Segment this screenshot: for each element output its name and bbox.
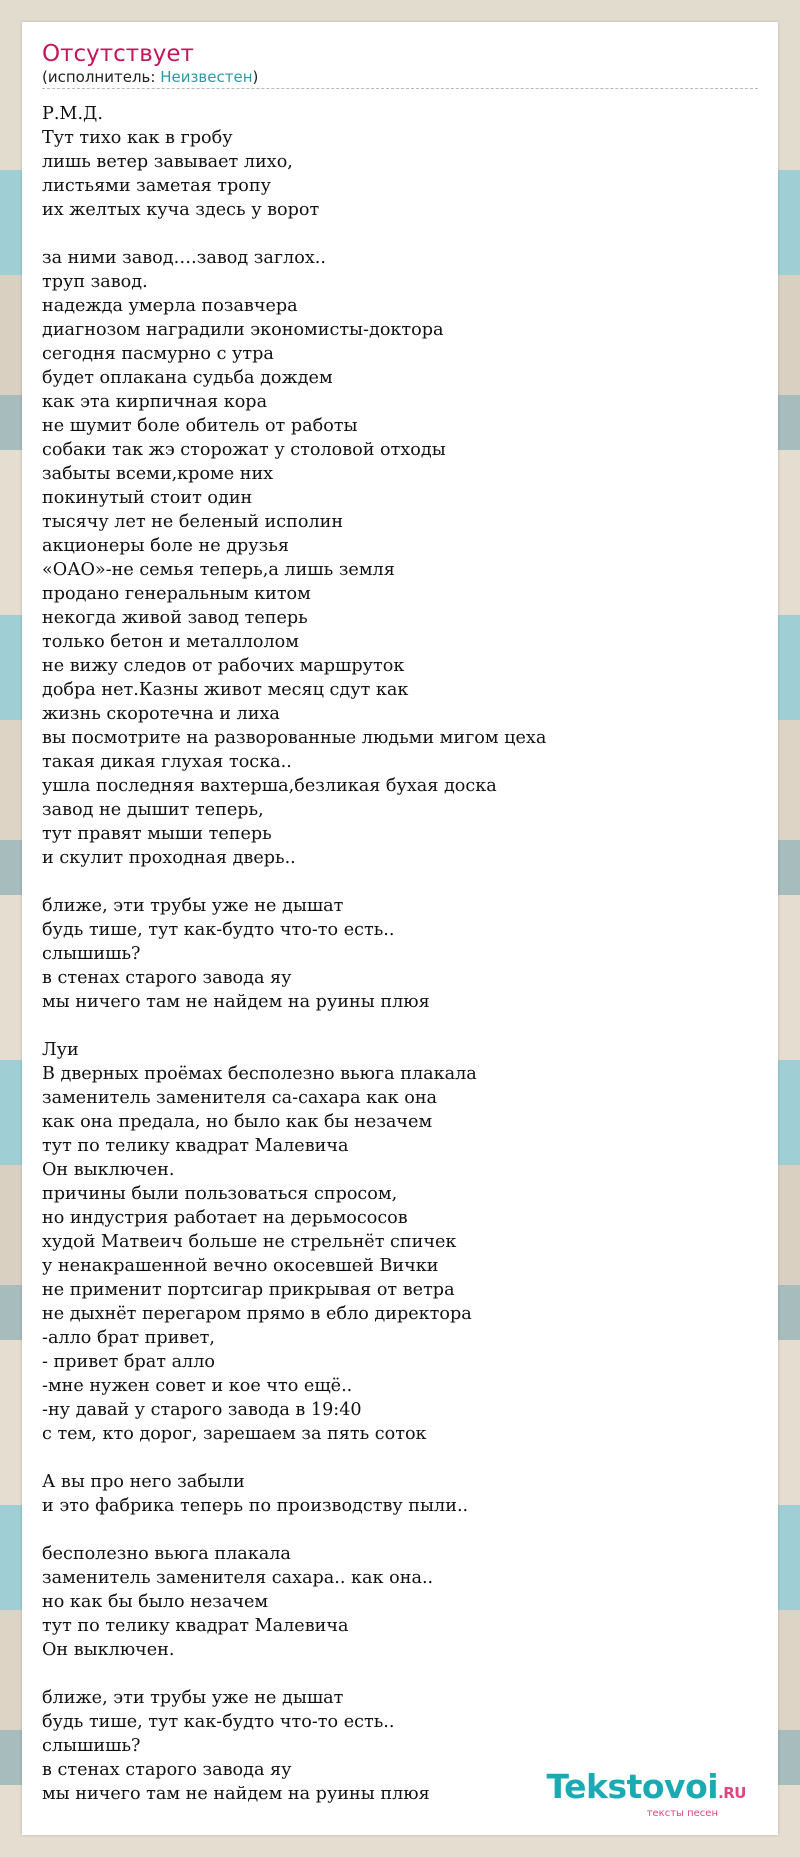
lyrics-line: акционеры боле не друзья (42, 536, 289, 556)
lyrics-line: мы ничего там не найдем на руины плюя (42, 992, 430, 1012)
logo-name: Tekstovoi (546, 1767, 719, 1806)
lyrics-line: их желтых куча здесь у ворот (42, 200, 320, 220)
lyrics-line: покинутый стоит один (42, 488, 253, 508)
lyrics-line: -мне нужен совет и кое что ещё.. (42, 1376, 353, 1396)
song-header (42, 40, 758, 89)
lyrics-line: за ними завод….завод заглох.. (42, 248, 326, 268)
lyrics-line: В дверных проёмах бесполезно вьюга плакала (42, 1064, 477, 1084)
lyrics-line: не дыхнёт перегаром прямо в ебло директора (42, 1304, 472, 1324)
lyrics-line: Он выключен. (42, 1640, 175, 1660)
lyrics-line: худой Матвеич больше не стрельнёт спичек (42, 1232, 457, 1252)
logo-wordmark (546, 1767, 746, 1810)
lyrics-line: продано генеральным китом (42, 584, 311, 604)
lyrics-line: заменитель заменителя сахара.. как она.. (42, 1568, 434, 1588)
logo-tld: .RU (718, 1784, 746, 1802)
lyrics-line: не шумит боле обитель от работы (42, 416, 358, 436)
lyrics-line: заменитель заменителя са-сахара как она (42, 1088, 438, 1108)
lyrics-line: некогда живой завод теперь (42, 608, 308, 628)
lyrics-line: тут по телику квадрат Малевича (42, 1616, 349, 1636)
lyrics-line: слышишь? (42, 1736, 141, 1756)
lyrics-line: лишь ветер завывает лихо, (42, 152, 293, 172)
lyrics-blank-line (42, 1518, 758, 1542)
lyrics-line: Тут тихо как в гробу (42, 128, 233, 148)
lyrics-line: труп завод. (42, 272, 148, 292)
lyrics-line: Он выключен. (42, 1160, 175, 1180)
lyrics-line: будет оплакана судьба дождем (42, 368, 333, 388)
lyrics-line: ближе, эти трубы уже не дышат (42, 1688, 344, 1708)
lyrics-line: только бетон и металлолом (42, 632, 299, 652)
lyrics-line: диагнозом наградили экономисты-доктора (42, 320, 444, 340)
artist-suffix: ) (252, 68, 259, 86)
lyrics-line: у ненакрашенной вечно окосевшей Вички (42, 1256, 439, 1276)
lyrics-line: тут правят мыши теперь (42, 824, 272, 844)
lyrics-blank-line (42, 1446, 758, 1470)
lyrics-blank-line (42, 870, 758, 894)
lyrics-line: бесполезно вьюга плакала (42, 1544, 291, 1564)
lyrics-line: как она предала, но было как бы незачем (42, 1112, 433, 1132)
lyrics-line: забыты всеми,кроме них (42, 464, 274, 484)
artist-line (42, 68, 758, 87)
lyrics-line: «ОАО»-не семья теперь,а лишь земля (42, 560, 395, 580)
lyrics-line: листьями заметая тропу (42, 176, 271, 196)
lyrics-line: - привет брат алло (42, 1352, 215, 1372)
lyrics-line: вы посмотрите на разворованные людьми мигом цеха (42, 728, 547, 748)
lyrics-line: ушла последняя вахтерша,безликая бухая доска (42, 776, 497, 796)
lyrics-line: -ну давай у старого завода в 19:40 (42, 1400, 362, 1420)
lyrics-line: и скулит проходная дверь.. (42, 848, 296, 868)
lyrics-blank-line (42, 1662, 758, 1686)
lyrics-line: и это фабрика теперь по производству пыли.. (42, 1496, 469, 1516)
artist-link[interactable]: Неизвестен (160, 68, 253, 86)
lyrics-card (22, 22, 778, 1835)
lyrics-line: тысячу лет не беленый исполин (42, 512, 344, 532)
lyrics-line: А вы про него забыли (42, 1472, 245, 1492)
site-logo[interactable] (546, 1767, 746, 1819)
lyrics-line: в стенах старого завода яу (42, 968, 292, 988)
lyrics-blank-line (42, 222, 758, 246)
lyrics-line: мы ничего там не найдем на руины плюя (42, 1784, 430, 1804)
lyrics-line: слышишь? (42, 944, 141, 964)
lyrics-line: завод не дышит теперь, (42, 800, 264, 820)
lyrics-line: ближе, эти трубы уже не дышат (42, 896, 344, 916)
lyrics-line: как эта кирпичная кора (42, 392, 268, 412)
logo-tagline: тексты песен (646, 1808, 718, 1819)
lyrics-line: добра нет.Казны живот месяц сдут как (42, 680, 409, 700)
lyrics-line: с тем, кто дорог, зарешаем за пять соток (42, 1424, 427, 1444)
lyrics-line: тут по телику квадрат Малевича (42, 1136, 349, 1156)
artist-prefix: (исполнитель: (42, 68, 161, 86)
lyrics-line: Луи (42, 1040, 79, 1060)
lyrics-line: будь тише, тут как-будто что-то есть.. (42, 920, 395, 940)
song-title: Отсутствует (42, 41, 194, 67)
lyrics-line: надежда умерла позавчера (42, 296, 298, 316)
lyrics-line: но как бы было незачем (42, 1592, 269, 1612)
lyrics-line: жизнь скоротечна и лиха (42, 704, 280, 724)
lyrics-blank-line (42, 1014, 758, 1038)
lyrics-line: -алло брат привет, (42, 1328, 215, 1348)
lyrics-line: в стенах старого завода яу (42, 1760, 292, 1780)
lyrics-line: не применит портсигар прикрывая от ветра (42, 1280, 455, 1300)
lyrics-line: собаки так жэ сторожат у столовой отходы (42, 440, 446, 460)
lyrics-line: такая дикая глухая тоска.. (42, 752, 292, 772)
lyrics-text (42, 102, 758, 1806)
lyrics-line: Р.М.Д. (42, 104, 103, 124)
lyrics-line: но индустрия работает на дерьмососов (42, 1208, 408, 1228)
lyrics-line: причины были пользоваться спросом, (42, 1184, 398, 1204)
lyrics-line: не вижу следов от рабочих маршруток (42, 656, 405, 676)
lyrics-line: будь тише, тут как-будто что-то есть.. (42, 1712, 395, 1732)
lyrics-line: сегодня пасмурно с утра (42, 344, 274, 364)
